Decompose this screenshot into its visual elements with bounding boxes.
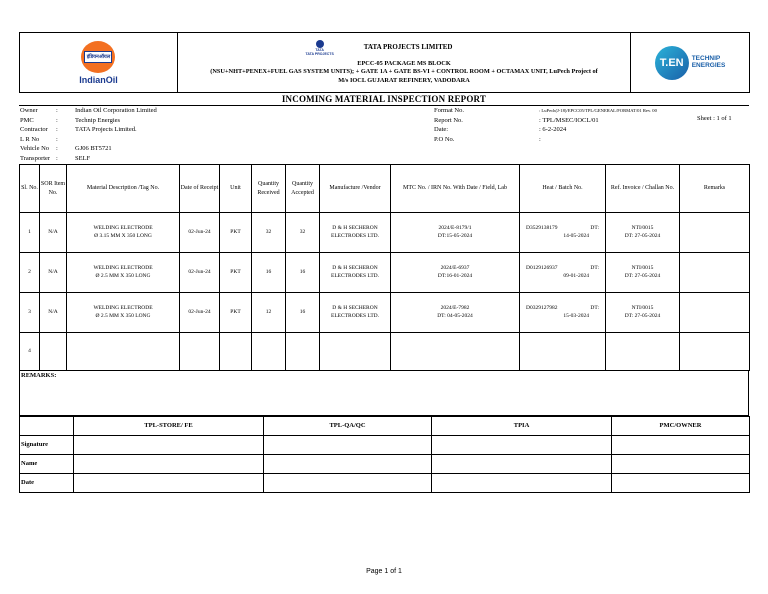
project-header: [178, 33, 631, 93]
column-header-0: Sl. No.: [20, 165, 40, 213]
invoice-line-2: DT: 27-05-2024: [624, 232, 661, 239]
report-meta: [19, 106, 749, 164]
indianoil-logo-text: इंडियनऑयल: [84, 51, 112, 63]
column-header-1: SOR Item No.: [40, 165, 67, 213]
meta-right-label-0: Format No.: [434, 107, 464, 114]
quantity-accepted: 16: [286, 293, 320, 333]
row-remarks: [680, 293, 750, 333]
table-row: [20, 253, 750, 293]
invoice-line-1: NTI/0015: [631, 305, 654, 312]
signature-cell: [74, 473, 264, 492]
description-line-1: WELDING ELECTRODE: [93, 305, 153, 312]
meta-label-4: Vehicle No: [20, 145, 50, 152]
heat-date: 15-03-2024: [563, 312, 589, 319]
meta-right-label-2: Date:: [434, 126, 449, 133]
heat-dt-label: DT:: [590, 305, 599, 312]
signature-row: [20, 473, 750, 492]
signature-cell: [74, 435, 264, 454]
meta-value-4: GJ06 BT5721: [75, 145, 112, 152]
meta-label-3: L R No: [20, 135, 40, 143]
tata-mark-icon: [316, 40, 324, 48]
unit: PKT: [220, 293, 252, 333]
ten-text-1: TECHNIP: [691, 54, 721, 62]
quantity-received: 12: [252, 293, 286, 333]
table-row: [20, 213, 750, 253]
mtc-line-1: 2024/E-7982: [440, 305, 470, 312]
mtc-line-2: DT:16-01-2024: [437, 272, 473, 279]
meta-sep-5: :: [56, 154, 58, 162]
signature-cell: [432, 473, 612, 492]
mtc-line-1: 2024/E-6937: [440, 265, 470, 272]
report-header: [19, 32, 750, 93]
manufacturer-vendor: [320, 253, 391, 293]
meta-sep-3: :: [56, 135, 58, 143]
meta-value-1: Technip Energies: [75, 116, 121, 124]
remarks-section: [19, 371, 749, 416]
date-of-receipt: 02-Jun-24: [180, 293, 220, 333]
signature-cell: [264, 454, 432, 473]
empty-cell: [180, 333, 220, 371]
report-sheet: [19, 32, 749, 493]
sheet-number: Sheet : 1 of 1: [697, 115, 732, 122]
quantity-received: 32: [252, 213, 286, 253]
manufacturer-vendor: [320, 213, 391, 253]
empty-cell: [286, 333, 320, 371]
empty-cell: [520, 333, 606, 371]
meta-right-label-3: P.O No.: [434, 135, 455, 143]
unit: PKT: [220, 213, 252, 253]
meta-right-value-3: :: [539, 135, 541, 143]
vendor-line-1: D & H SECHERON: [332, 265, 378, 272]
project-line-1: EPCC-05 PACKAGE MS BLOCK: [357, 59, 451, 67]
signature-cell: [264, 435, 432, 454]
invoice-line-2: DT: 27-05-2024: [624, 312, 661, 319]
invoice-line-2: DT: 27-05-2024: [624, 272, 661, 279]
meta-label-5: Transporter: [20, 154, 51, 162]
sor-item-no: N/A: [40, 213, 67, 253]
vendor-line-2: ELECTRODES LTD.: [330, 232, 380, 239]
column-header-10: Ref. Invoice / Challan No.: [606, 165, 680, 213]
empty-cell: [252, 333, 286, 371]
empty-cell: [391, 333, 520, 371]
tata-logo: [306, 40, 334, 56]
signature-cell: [612, 454, 750, 473]
items-table: [19, 164, 750, 371]
remarks-label: REMARKS:: [20, 371, 749, 415]
meta-label-0: Owner: [20, 107, 38, 114]
mtc-line-2: DT: 04-05-2024: [437, 312, 473, 319]
signature-row: [20, 454, 750, 473]
empty-cell: [606, 333, 680, 371]
meta-label-1: PMC: [20, 116, 34, 124]
unit: PKT: [220, 253, 252, 293]
date-of-receipt: 02-Jun-24: [180, 213, 220, 253]
sl-no: 2: [20, 253, 40, 293]
signature-cell: [612, 473, 750, 492]
signature-cell: [264, 473, 432, 492]
heat-dt-label: DT:: [590, 225, 599, 232]
heat-batch-no: [520, 293, 606, 333]
indianoil-logo-cell: [20, 33, 178, 93]
empty-cell: [680, 333, 750, 371]
quantity-accepted: 32: [286, 213, 320, 253]
description-line-1: WELDING ELECTRODE: [93, 265, 153, 272]
signature-table: [19, 416, 750, 493]
column-header-9: Heat / Batch No.: [520, 165, 606, 213]
indianoil-name: IndianOil: [79, 74, 118, 85]
signature-head-0: TPL-STORE/ FE: [74, 416, 264, 435]
project-line-3: M/s IOCL GUJARAT REFINERY, VADODARA: [338, 76, 470, 84]
sor-item-no: N/A: [40, 253, 67, 293]
heat-number: D3529138179: [526, 225, 558, 232]
mtc-line-2: DT:15-05-2024: [437, 232, 473, 239]
meta-right-value-0: : LuPech(J-18)/EPCC05/TPL/GENERAL/FORMAT/01 Rev. 00: [539, 108, 657, 113]
column-header-7: Manufacture /Vendor: [320, 165, 391, 213]
project-line-2: (NSU+NHT+PENEX+FUEL GAS SYSTEM UNITS); + GATE 1A + GATE BS-VI + CONTROL ROOM + OCTAMAX UNIT, LuPech Project of: [210, 68, 598, 76]
invoice-challan-no: [606, 253, 680, 293]
indianoil-logo: [79, 41, 118, 85]
description-line-2: Ø 2.5 MM X 350 LONG: [95, 272, 151, 279]
invoice-challan-no: [606, 213, 680, 253]
signature-cell: [432, 454, 612, 473]
column-header-2: Material Description /Tag No.: [67, 165, 180, 213]
empty-cell: [67, 333, 180, 371]
invoice-line-1: NTI/0015: [631, 225, 654, 232]
signature-corner: [20, 416, 74, 435]
signature-row-label-2: Date: [20, 473, 74, 492]
table-row: [20, 333, 750, 371]
column-header-11: Remarks: [680, 165, 750, 213]
sl-no: 4: [20, 333, 40, 371]
meta-right-value-2: : 6-2-2024: [539, 126, 567, 133]
vendor-line-1: D & H SECHERON: [332, 225, 378, 232]
meta-sep-2: :: [56, 126, 58, 133]
vendor-line-2: ELECTRODES LTD.: [330, 272, 380, 279]
material-description: [67, 213, 180, 253]
ten-text-2: ENERGIES: [691, 61, 726, 69]
signature-head-row: [20, 416, 750, 435]
mtc-line-1: 2024/E-8179/1: [438, 225, 472, 232]
description-line-2: Ø 3.15 MM X 350 LONG: [94, 232, 152, 239]
mtc-number: [391, 293, 520, 333]
ten-logo-cell: [631, 33, 750, 93]
ten-circle-icon: T.EN: [655, 46, 689, 80]
signature-head-1: TPL-QA/QC: [264, 416, 432, 435]
heat-dt-label: DT:: [590, 265, 599, 272]
meta-label-2: Contractor: [20, 126, 48, 133]
meta-right-value-1: : TPL/MSEC/IOCL/01: [539, 116, 599, 124]
empty-cell: [40, 333, 67, 371]
mtc-number: [391, 253, 520, 293]
sl-no: 3: [20, 293, 40, 333]
report-title: INCOMING MATERIAL INSPECTION REPORT: [19, 93, 749, 106]
signature-row-label-1: Name: [20, 454, 74, 473]
column-header-3: Date of Receipt: [180, 165, 220, 213]
tata-sub-text: TATA PROJECTS: [305, 51, 334, 56]
sl-no: 1: [20, 213, 40, 253]
quantity-received: 16: [252, 253, 286, 293]
material-description: [67, 253, 180, 293]
meta-value-5: SELF: [75, 154, 91, 162]
empty-cell: [320, 333, 391, 371]
signature-head-3: PMC/OWNER: [612, 416, 750, 435]
signature-cell: [74, 454, 264, 473]
heat-date: 14-05-2024: [563, 232, 589, 239]
date-of-receipt: 02-Jun-24: [180, 253, 220, 293]
meta-sep-1: :: [56, 116, 58, 124]
vendor-line-2: ELECTRODES LTD.: [330, 312, 380, 319]
column-header-6: Quantity Accepted: [286, 165, 320, 213]
material-description: [67, 293, 180, 333]
quantity-accepted: 16: [286, 253, 320, 293]
description-line-2: Ø 2.5 MM X 350 LONG: [95, 312, 151, 319]
meta-value-0: Indian Oil Corporation Limited: [75, 107, 157, 114]
signature-cell: [432, 435, 612, 454]
signature-cell: [612, 435, 750, 454]
signature-row-label-0: Signature: [20, 435, 74, 454]
technip-energies-logo: [631, 46, 749, 80]
page-footer: Page 1 of 1: [366, 568, 402, 575]
heat-date: 09-01-2024: [563, 272, 589, 279]
indianoil-badge-icon: [81, 41, 115, 73]
heat-number: D0329127982: [526, 305, 558, 312]
meta-right-label-1: Report No.: [434, 116, 463, 124]
manufacturer-vendor: [320, 293, 391, 333]
description-line-1: WELDING ELECTRODE: [93, 225, 153, 232]
sor-item-no: N/A: [40, 293, 67, 333]
items-header-row: [20, 165, 750, 213]
heat-batch-no: [520, 213, 606, 253]
meta-sep-4: :: [56, 145, 58, 152]
row-remarks: [680, 253, 750, 293]
empty-cell: [220, 333, 252, 371]
mtc-number: [391, 213, 520, 253]
column-header-5: Quantity Received: [252, 165, 286, 213]
signature-row: [20, 435, 750, 454]
invoice-challan-no: [606, 293, 680, 333]
table-row: [20, 293, 750, 333]
heat-batch-no: [520, 253, 606, 293]
tata-mark-text: TATA: [315, 47, 324, 52]
vendor-line-1: D & H SECHERON: [332, 305, 378, 312]
meta-value-2: TATA Projects Limited.: [75, 126, 137, 133]
meta-sep-0: :: [56, 107, 58, 114]
company-name: TATA PROJECTS LIMITED: [363, 43, 453, 52]
heat-number: D0129126937: [526, 265, 558, 272]
invoice-line-1: NTI/0015: [631, 265, 654, 272]
column-header-4: Unit: [220, 165, 252, 213]
signature-head-2: TPIA: [432, 416, 612, 435]
column-header-8: MTC No. / IRN No. With Date / Field, Lab: [391, 165, 520, 213]
row-remarks: [680, 213, 750, 253]
